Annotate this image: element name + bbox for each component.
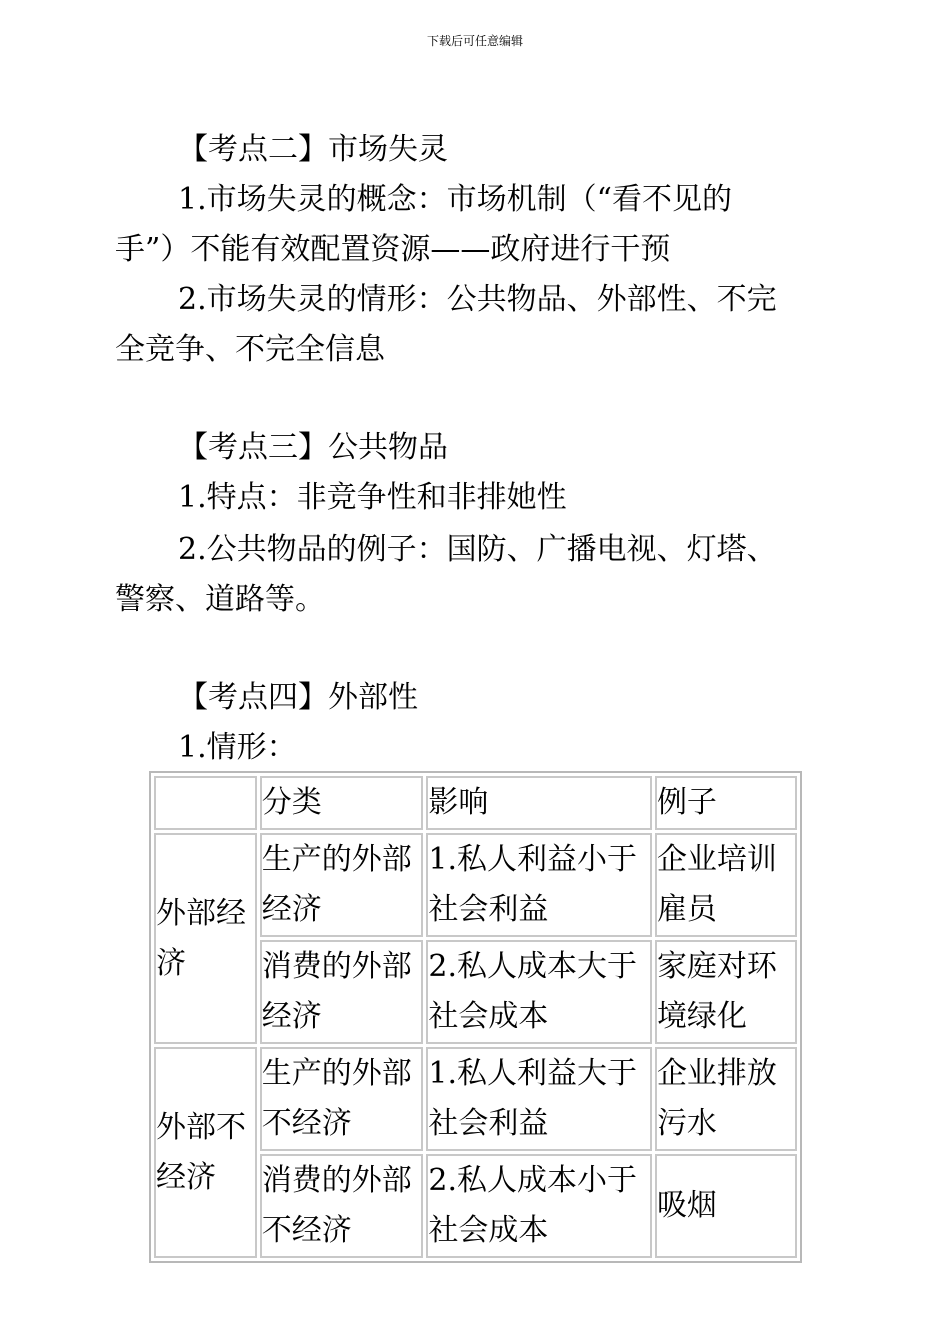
table-row <box>154 1047 797 1151</box>
example-cell: 企业培训雇员 <box>655 833 797 937</box>
section-heading-2: 【考点二】市场失灵 <box>178 132 448 167</box>
group-label: 外部不经济 <box>154 1047 257 1258</box>
page-header: 下载后可任意编辑 <box>426 34 523 48</box>
paragraph-line: 1.情形： <box>178 730 297 765</box>
table-row <box>154 833 797 937</box>
effect-cell: 1.私人利益大于社会利益 <box>426 1047 652 1151</box>
paragraph-line: 1.市场失灵的概念：市场机制（“看不见的 <box>178 182 732 217</box>
table-header-cell: 影响 <box>426 776 652 830</box>
section-heading-4: 【考点四】外部性 <box>178 680 418 715</box>
effect-cell: 2.私人成本大于社会成本 <box>426 940 652 1044</box>
example-cell: 吸烟 <box>655 1154 797 1258</box>
table-header-cell: 例子 <box>655 776 797 830</box>
category-cell: 生产的外部经济 <box>260 833 424 937</box>
group-label: 外部经济 <box>154 833 257 1044</box>
category-cell: 消费的外部经济 <box>260 940 424 1044</box>
effect-cell: 2.私人成本小于社会成本 <box>426 1154 652 1258</box>
paragraph-line: 全竞争、不完全信息 <box>115 332 385 367</box>
table-header-cell <box>154 776 257 830</box>
externality-table <box>149 771 802 1263</box>
table-header-row <box>154 776 797 830</box>
table-header-cell: 分类 <box>260 776 424 830</box>
category-cell: 消费的外部不经济 <box>260 1154 424 1258</box>
paragraph-line: 2.市场失灵的情形：公共物品、外部性、不完 <box>178 282 777 317</box>
section-heading-3: 【考点三】公共物品 <box>178 430 448 465</box>
example-cell: 企业排放污水 <box>655 1047 797 1151</box>
effect-cell: 1.私人利益小于社会利益 <box>426 833 652 937</box>
paragraph-line: 1.特点：非竞争性和非排她性 <box>178 480 567 515</box>
category-cell: 生产的外部不经济 <box>260 1047 424 1151</box>
paragraph-line: 警察、道路等。 <box>115 582 325 617</box>
example-cell: 家庭对环境绿化 <box>655 940 797 1044</box>
paragraph-line: 手”）不能有效配置资源——政府进行干预 <box>115 232 671 267</box>
paragraph-line: 2.公共物品的例子：国防、广播电视、灯塔、 <box>178 532 777 567</box>
